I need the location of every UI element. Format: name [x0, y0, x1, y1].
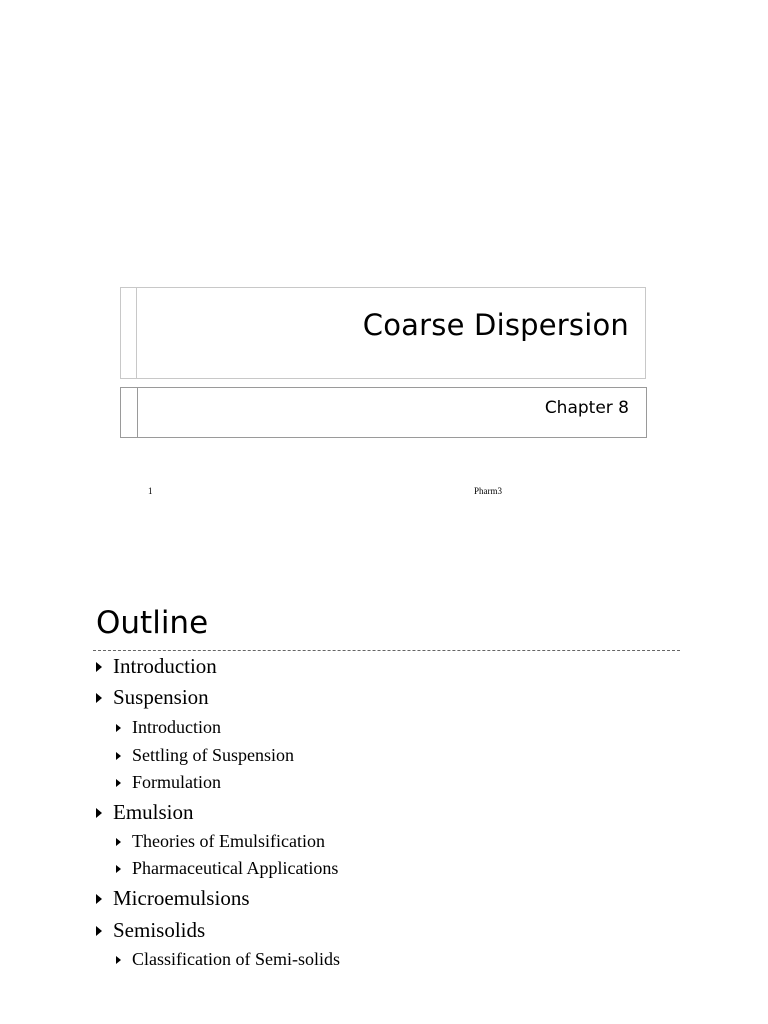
list-item	[96, 685, 209, 710]
outline-title: Outline	[96, 605, 209, 641]
list-item	[116, 772, 221, 793]
bullet-arrow-icon	[96, 894, 102, 904]
list-item	[96, 654, 217, 679]
list-item-label: Formulation	[132, 772, 221, 792]
slide-footer: Pharm3	[474, 486, 502, 496]
bullet-arrow-icon	[116, 956, 121, 964]
list-item-label: Introduction	[132, 717, 221, 737]
list-item	[96, 918, 205, 943]
list-item	[116, 831, 325, 852]
list-item-label: Suspension	[113, 685, 209, 709]
list-item	[116, 949, 340, 970]
list-item-label: Semisolids	[113, 918, 206, 942]
slide-number: 1	[148, 486, 153, 496]
bullet-arrow-icon	[116, 724, 121, 732]
list-item-label: Emulsion	[113, 800, 194, 824]
bullet-arrow-icon	[116, 838, 121, 846]
list-item-label: Microemulsions	[113, 886, 250, 910]
list-item	[96, 800, 194, 825]
list-item	[96, 886, 250, 911]
list-item-label: Introduction	[113, 654, 217, 678]
bullet-arrow-icon	[96, 808, 102, 818]
list-item-label: Settling of Suspension	[132, 745, 295, 765]
slide-title: Coarse Dispersion	[362, 308, 629, 342]
list-item	[116, 858, 338, 879]
bullet-arrow-icon	[96, 662, 102, 672]
bullet-arrow-icon	[96, 693, 102, 703]
list-item	[116, 745, 294, 766]
bullet-arrow-icon	[116, 865, 121, 873]
bullet-arrow-icon	[116, 779, 121, 787]
list-item	[116, 717, 221, 738]
bullet-arrow-icon	[116, 752, 121, 760]
list-item-label: Theories of Emulsification	[132, 831, 325, 851]
slide-subtitle: Chapter 8	[544, 398, 629, 418]
bullet-arrow-icon	[96, 926, 102, 936]
list-item-label: Classification of Semi-solids	[132, 949, 340, 969]
list-item-label: Pharmaceutical Applications	[132, 858, 339, 878]
